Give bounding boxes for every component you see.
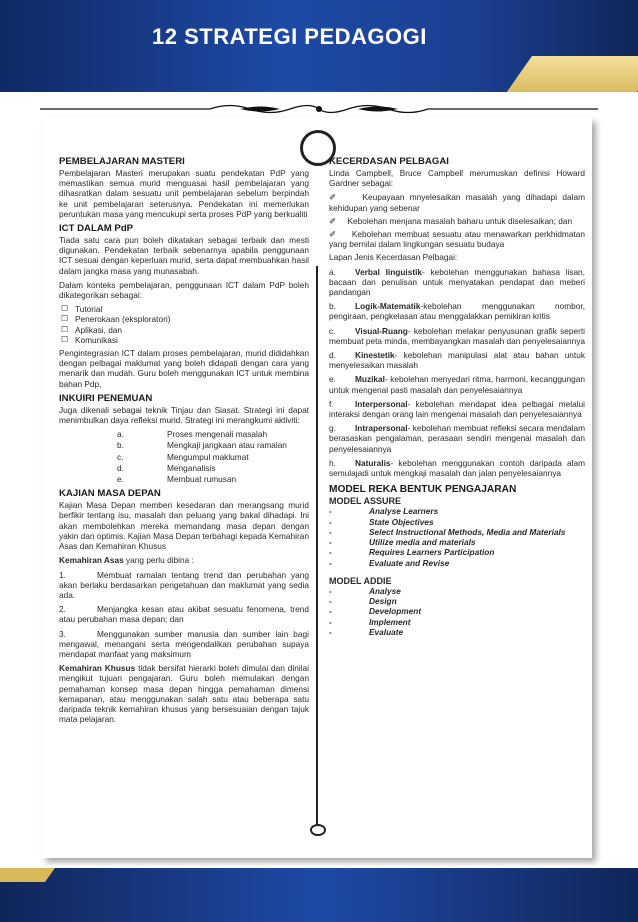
list-marker: e. bbox=[117, 474, 124, 485]
intelligence-type: a. Verbal linguistik- kebolehan menggunakan bahasa lisan, bacaan dan penulisan untuk menyatakan pendapat dan meberi pandangan bbox=[329, 266, 585, 298]
section-text: Tiada satu cara pun boleh dikatakan sebagai terbaik dan mesti digunakan. Pendekatan terbaik sebenarnya apabila penggunaan ICT sesuai dengan keperluan murid, serta dapat membuahkan hasil dalam jangka masa yang munasabah. bbox=[59, 235, 309, 276]
list-item: Development bbox=[369, 606, 422, 617]
section-heading: KECERDASAN PELBAGAI bbox=[329, 156, 449, 167]
pencil-icon: ✐ bbox=[329, 192, 363, 203]
intelligence-type: e. Muzikal- kebolehan menyedari ritma, harmoni, kecanggungan untuk mengenal pasti masalah dan penyelesaiannya bbox=[329, 374, 585, 395]
list-item: Evaluate bbox=[369, 626, 404, 637]
list-item: Kebolehan menjana masalah baharu untuk diselesaikan; dan bbox=[347, 215, 573, 226]
addie-list: - Analyse - Design - Development - Implement - Evaluate bbox=[329, 585, 422, 637]
section-heading: ICT DALAM PdP bbox=[59, 223, 134, 235]
list-item: Membuat rumusan bbox=[167, 474, 237, 485]
divider-foot-icon bbox=[310, 824, 326, 836]
center-divider-line bbox=[316, 266, 318, 826]
list-item: ☐ Tutorial bbox=[59, 304, 309, 314]
intelligence-type: f. Interpersonal- kebolehan mendapat idea pelbagai melalui interaksi dengan orang lain mengenai masalah dan penyelesaiannya bbox=[329, 398, 585, 420]
document-page bbox=[42, 118, 592, 858]
section-heading: PEMBELAJARAN MASTERI bbox=[59, 156, 185, 167]
list-item: Mengkaji jangkaan atau ramalan bbox=[167, 440, 287, 451]
list-item: Implement bbox=[369, 616, 411, 627]
list-item: Analyse Learners bbox=[369, 506, 439, 517]
list-item: Select Instructional Methods, Media and Materials bbox=[369, 526, 566, 537]
list-item: Evaluate and Revise bbox=[369, 557, 450, 568]
list-marker: b. bbox=[117, 440, 124, 451]
section-text: Pengintegrasian ICT dalam proses pembelajaran, murid dididahkan dengan pelbagai maklumat yang boleh didapati dengan cara yang menarik dan mudah. Guru boleh menggunakan ICT untuk membina bahan Pdp, bbox=[59, 348, 309, 389]
list-marker: 2. bbox=[59, 604, 66, 615]
list-item: Mengumpul maklumat bbox=[167, 451, 249, 462]
list-item: Analyse bbox=[369, 585, 401, 596]
divider-ornament bbox=[40, 102, 598, 116]
page-title: 12 STRATEGI PEDAGOGI bbox=[152, 24, 427, 49]
list-item: Utilize media and materials bbox=[369, 537, 476, 548]
list-item: Proses mengenali masalah bbox=[167, 429, 268, 440]
list-marker: c. bbox=[117, 451, 124, 462]
section-text: Juga dikenali sebagai teknik Tinjau dan Siasat. Strategi ini dapat menimbulkan daya refleksi murid. Strategi ini merangkumi aktiviti: bbox=[59, 404, 309, 426]
model-title: MODEL ASSURE bbox=[329, 496, 402, 507]
list-item: ☐ Penerokaan (eksploratori) bbox=[59, 314, 309, 324]
list-item: Keupayaan mnyelesaikan masalah yang dihadapi dalam kehidupan yang sebenar bbox=[329, 192, 586, 213]
section-text: Dalam konteks pembelajaran, penggunaan ICT dalam PdP boleh dikategorikan sebagai: bbox=[59, 279, 309, 301]
section-text: Kajian Masa Depan memberi kesedaran dan merangsang murid berfikir tentang isu, masalah dan peluang yang bakal dihadapi. Ini akan membolehkan mereka memandang masa depan dengan yakin dan optimis. Kajian Masa Depan terbahagi kepada Kemahiran Asas dan Kemahiran Khusus bbox=[59, 500, 309, 552]
right-column bbox=[329, 152, 585, 637]
pencil-icon: ✐ bbox=[329, 215, 348, 226]
intelligence-type: g. Intrapersonal- kebolehan membuat refleksi secara mendalam berasaskan pengalaman, perasaan sendiri mengenai masalah dan penyelesaiannya bbox=[329, 423, 585, 454]
list-marker: 1. bbox=[59, 569, 66, 580]
left-column bbox=[59, 152, 309, 728]
section-heading: INKUIRI PENEMUAN bbox=[59, 392, 153, 404]
intelligence-type: h. Naturalis- kebolehan menggunakan contoh daripada alam semulajadi untuk mengkaji masalah dan jalan penyelesaiannya bbox=[329, 457, 585, 479]
list-item: Membuat ramalan tentang trend dan perubahan yang akan berlaku berdasarkan pengetahuan dan maklumat yang sedia ada. bbox=[59, 569, 309, 600]
list-item: Design bbox=[369, 596, 397, 607]
footer-band bbox=[0, 868, 638, 922]
assure-list: - Analyse Learners - State Objectives - Select Instructional Methods, Media and Materials - Utilize media and materials - Requires Learners Participation - Evaluate and Revise bbox=[329, 506, 566, 568]
list-item: ☐ Komunikasi bbox=[59, 335, 309, 345]
list-marker: a. bbox=[117, 429, 124, 440]
intelligence-type: b. Logik-Matematik-kebolehan menggunakan nombor, pengiraan, pengkelasan atau menggalakkan pemikiran kritis bbox=[329, 301, 585, 322]
section-text: Lapan Jenis Kecerdasan Pelbagai: bbox=[329, 252, 458, 263]
header-banner bbox=[0, 0, 638, 92]
ict-category-list bbox=[59, 304, 309, 345]
list-item: Kebolehan membuat sesuatu atau menawarkan perkhidmatan yang bernilai dalam lingkungan sesuatu budaya bbox=[329, 229, 585, 250]
asas-list bbox=[59, 570, 309, 660]
section-heading: MODEL REKA BENTUK PENGAJARAN bbox=[329, 484, 517, 496]
list-item: Menggunakan sumber manusia dan sumber lain bagi mengawal, menangani serta mengendalikan perubahan supaya mendapat manfaat yang maksimum bbox=[59, 628, 309, 659]
list-marker: 3. bbox=[59, 628, 66, 639]
list-item: State Objectives bbox=[369, 516, 434, 527]
pencil-icon: ✐ bbox=[329, 229, 352, 240]
list-marker: d. bbox=[117, 462, 124, 473]
section-heading: KAJIAN MASA DEPAN bbox=[59, 488, 161, 500]
list-item: Requires Learners Participation bbox=[369, 547, 495, 558]
inkuiri-activity-list bbox=[59, 429, 309, 484]
list-item: ☐ Aplikasi, dan bbox=[59, 325, 309, 335]
model-title: MODEL ADDIE bbox=[329, 575, 392, 586]
khusus-text: Kemahiran Khusus tidak bersifat hierarki boleh dimulai dan dinilai mengikut tujuan pengajaran. Guru boleh memulakan dengan pemahaman konsep masa depan hingga pemahaman dimensi kemapanan, atau menggunakan salah satu atau beberapa satu daripada teknik kemahiran khusus yang bersesuaian dengan tajuk mata pelajaran. bbox=[59, 663, 309, 725]
section-text: Linda Campbell, Bruce Campbell merumuskan definisi Howard Gardner sebagai: bbox=[329, 168, 585, 189]
list-item: Menjangka kesan atau akibat sesuatu fenomena, trend atau perubahan masa depan; dan bbox=[59, 604, 309, 625]
asas-intro: Kemahiran Asas yang perlu dibina : bbox=[59, 555, 194, 566]
intelligence-type: c. Visual-Ruang- kebolehan melakar penyusunan grafik seperti membuat peta minda, membayangkan masalah dan penyelesaiannya bbox=[329, 325, 585, 346]
intelligence-type: d. Kinestetik- kebolehan manipulasi alat atau bahan untuk menyelesaikan masalah bbox=[329, 350, 585, 371]
list-item: Menganalisis bbox=[167, 462, 216, 473]
section-text: Pembelajaran Masteri merupakan suatu pendekatan PdP yang memastikan semua murid menguasai hasil pembelajaran yang dihasratkan dalam sesuatu unit pembelajaran sebelum berpindah ke unit pembelajaran seterusnya. Pendekatan ini memerlukan peruntukan masa yang mencukupi serta proses PdP yang berkualiti bbox=[59, 168, 309, 219]
banner-gold-accent bbox=[504, 56, 638, 92]
